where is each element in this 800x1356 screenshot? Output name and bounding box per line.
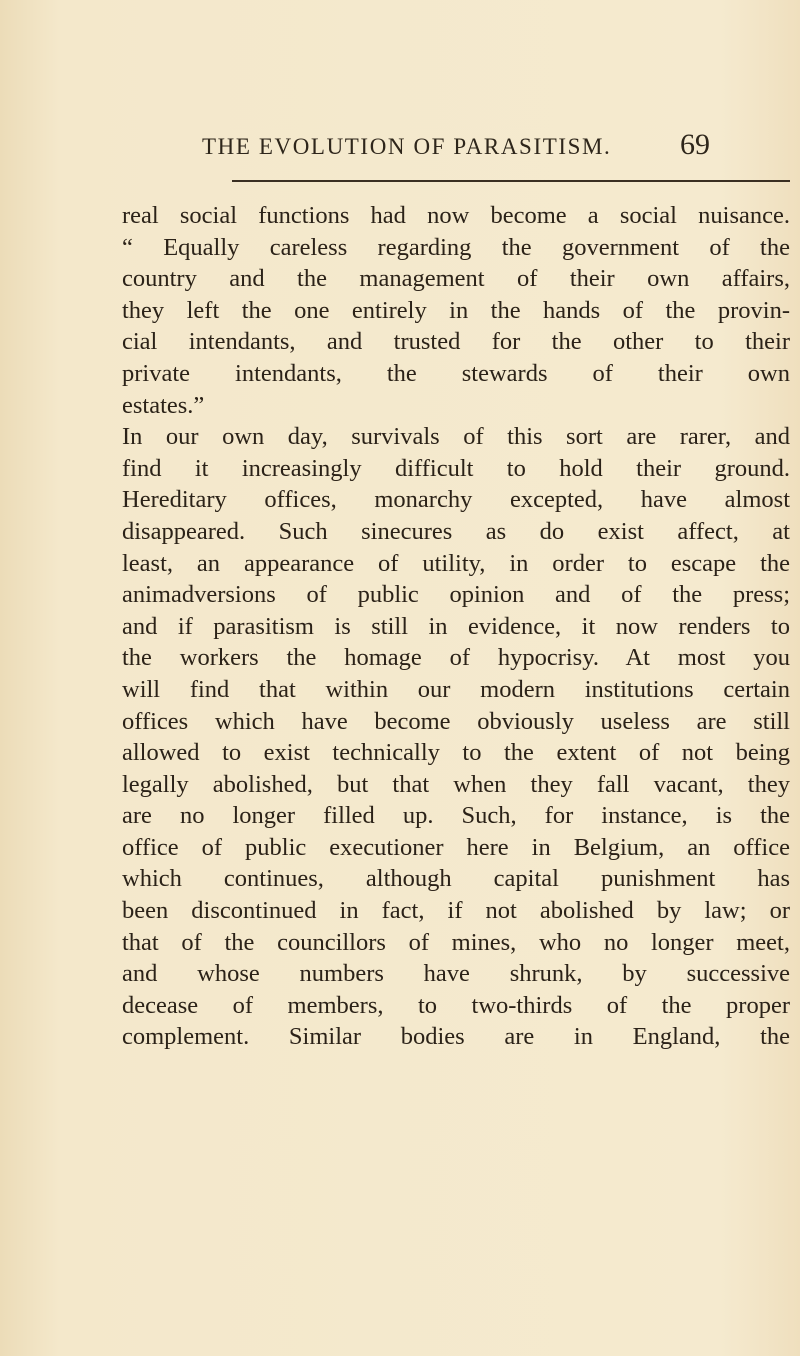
text-line: offices which have become obviously useless are still bbox=[122, 707, 790, 735]
text-line: Hereditary offices, monarchy excepted, have almost bbox=[122, 486, 790, 514]
text-line: “ Equally careless regarding the government of the bbox=[122, 233, 790, 261]
text-line: country and the management of their own affairs, bbox=[122, 265, 790, 293]
text-line: real social functions had now become a social nuisance. bbox=[122, 202, 790, 229]
text-line: disappeared. Such sinecures as do exist affect, at bbox=[122, 517, 790, 545]
text-line: estates.” bbox=[122, 391, 205, 419]
text-line: which continues, although capital punishment has bbox=[122, 865, 790, 893]
body-text bbox=[122, 200, 790, 1053]
text-line: animadversions of public opinion and of the press; bbox=[122, 581, 790, 609]
running-head: THE EVOLUTION OF PARASITISM. bbox=[202, 134, 612, 159]
text-line: the workers the homage of hypocrisy. At most you bbox=[122, 644, 790, 672]
text-line: decease of members, to two-thirds of the proper bbox=[122, 991, 790, 1019]
text-line: cial intendants, and trusted for the other to their bbox=[122, 328, 790, 356]
text-line: they left the one entirely in the hands of the provin- bbox=[122, 296, 790, 324]
text-line: In our own day, survivals of this sort are rarer, and bbox=[122, 423, 790, 451]
text-line: least, an appearance of utility, in order to escape the bbox=[122, 549, 790, 577]
page-header bbox=[122, 128, 722, 172]
text-line: find it increasingly difficult to hold their ground. bbox=[122, 454, 790, 482]
text-line: legally abolished, but that when they fall vacant, they bbox=[122, 770, 790, 798]
text-line: been discontinued in fact, if not abolished by law; or bbox=[122, 897, 790, 925]
text-line: are no longer filled up. Such, for instance, is the bbox=[122, 802, 790, 830]
text-line: private intendants, the stewards of their own bbox=[122, 359, 790, 387]
page-number: 69 bbox=[680, 128, 710, 161]
text-line: and whose numbers have shrunk, by successive bbox=[122, 960, 790, 988]
text-line: complement. Similar bodies are in England, the bbox=[122, 1023, 790, 1051]
text-line: office of public executioner here in Belgium, an office bbox=[122, 833, 790, 861]
header-rule bbox=[232, 180, 790, 182]
text-line: will find that within our modern institutions certain bbox=[122, 675, 790, 703]
text-line: and if parasitism is still in evidence, it now renders to bbox=[122, 612, 790, 640]
text-line: that of the councillors of mines, who no longer meet, bbox=[122, 928, 790, 956]
text-line: allowed to exist technically to the extent of not being bbox=[122, 739, 790, 767]
